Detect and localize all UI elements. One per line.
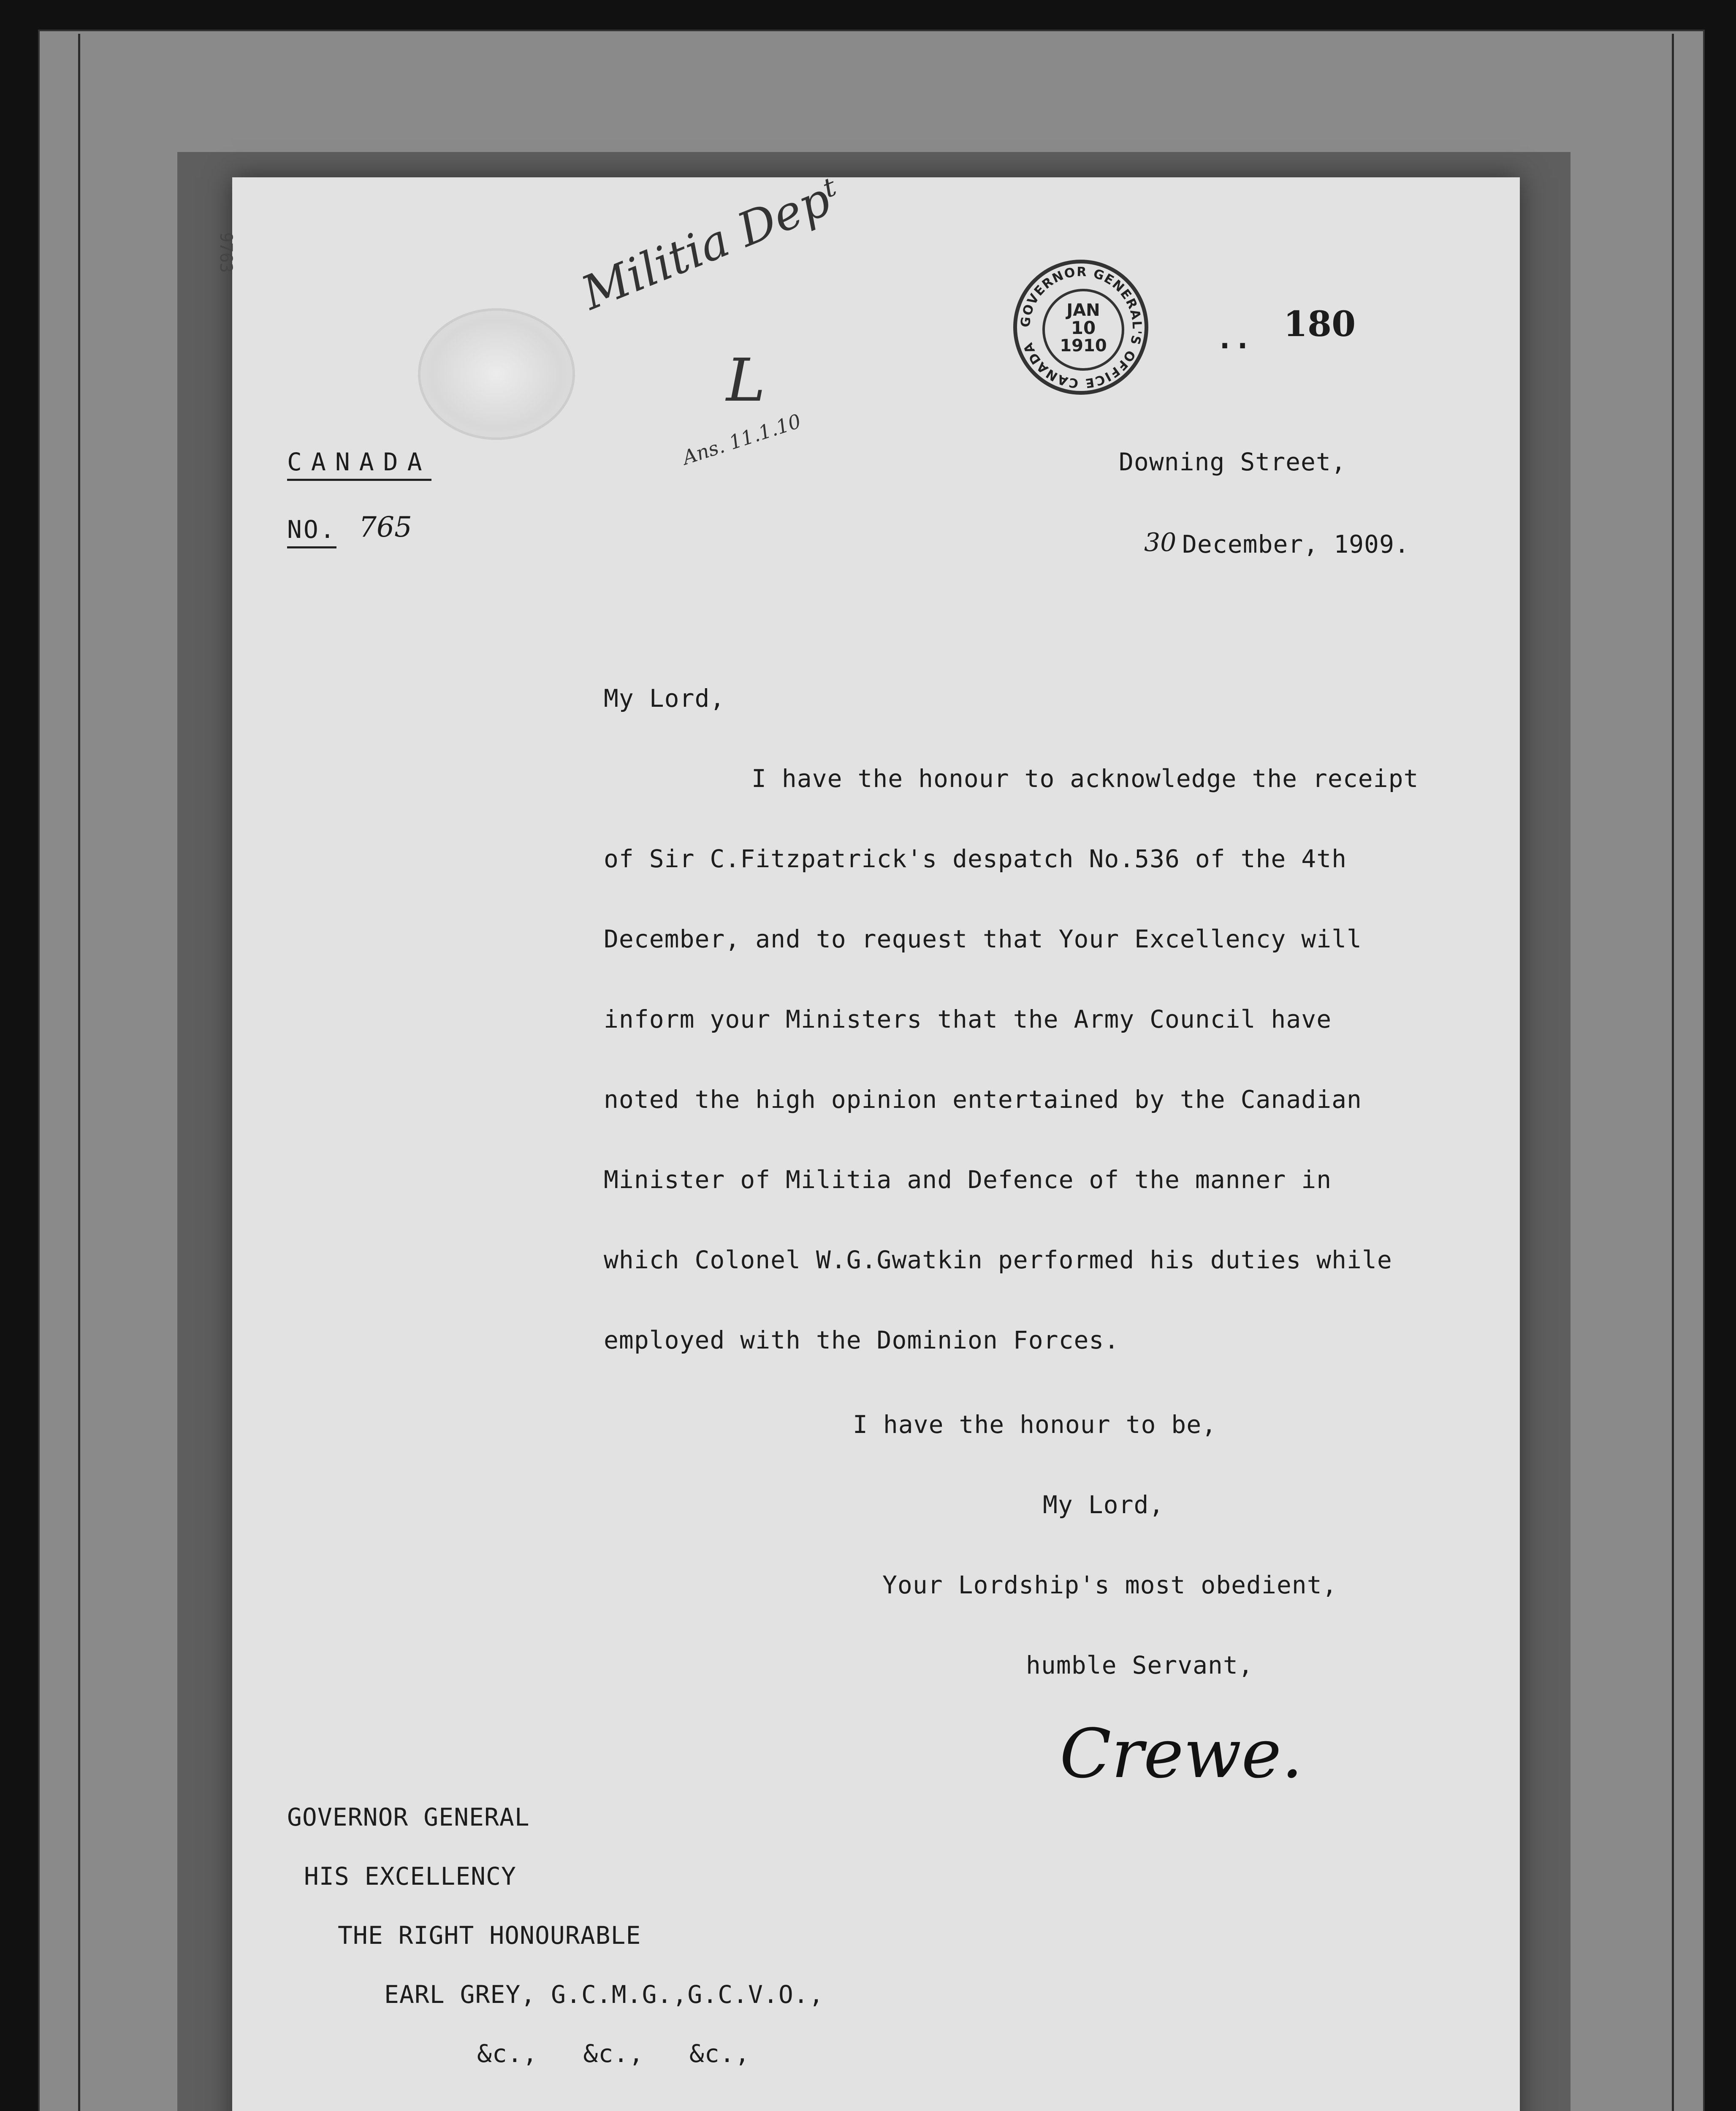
body-line: Minister of Militia and Defence of the manner in [604,1165,1332,1194]
stamp-year: 1910 [1060,336,1107,355]
despatch-number-value: 765 [359,511,412,543]
addressee-line: EARL GREY, G.C.M.G.,G.C.V.O., [384,1980,824,2009]
handwritten-initial: L [726,346,765,415]
letter-date-day: 30 [1144,528,1177,557]
stamp-day: 10 [1071,317,1096,338]
page-number: 180 [1283,304,1356,345]
svg-text:GOVERNOR GENERAL'S OFFICE CANA: GOVERNOR GENERAL'S OFFICE CANADA [1018,264,1145,391]
stamp-date-box [1042,289,1124,371]
stamp-month: JAN [1066,301,1100,320]
frame-edge-right [1672,34,1674,2111]
addressee-line: GOVERNOR GENERAL [287,1803,530,1832]
sender-place: Downing Street, [1119,448,1346,476]
signature: Crewe. [1060,1714,1303,1793]
letter-page [216,167,1520,2111]
body-line: December, and to request that Your Excellency will [604,925,1362,953]
despatch-number-label: NO. [287,515,336,548]
handwritten-answer-date: Ans. 11.1.10 [680,409,804,469]
body-line: noted the high opinion entertained by the Canadian [604,1085,1362,1114]
body-line: of Sir C.Fitzpatrick's despatch No.536 of the 4th [604,844,1347,873]
addressee-line: &c., &c., &c., [477,2039,750,2068]
salutation: My Lord, [604,684,725,713]
body-line: inform your Ministers that the Army Council have [604,1005,1332,1034]
frame-edge-left [78,34,80,2111]
page-number-leader: .. [1216,321,1252,355]
body-line: employed with the Dominion Forces. [604,1326,1120,1354]
addressee-line: THE RIGHT HONOURABLE [338,1921,641,1950]
country-heading: CANADA [287,448,431,481]
body-line: I have the honour to acknowledge the receipt [751,764,1419,793]
closing-line: humble Servant, [1026,1651,1253,1680]
margin-note: 9763 [216,232,236,273]
closing-line: I have the honour to be, [853,1410,1217,1439]
addressee-line: HIS EXCELLENCY [304,1862,516,1891]
body-line: which Colonel W.G.Gwatkin performed his duties while [604,1245,1392,1274]
received-date-stamp [1013,260,1148,395]
closing-line: My Lord, [1043,1490,1164,1519]
letter-date: December, 1909. [1182,530,1410,559]
handwritten-militia-note: Militia Depᵗ [574,167,849,320]
closing-line: Your Lordship's most obedient, [882,1571,1337,1599]
embossed-seal [418,308,575,440]
